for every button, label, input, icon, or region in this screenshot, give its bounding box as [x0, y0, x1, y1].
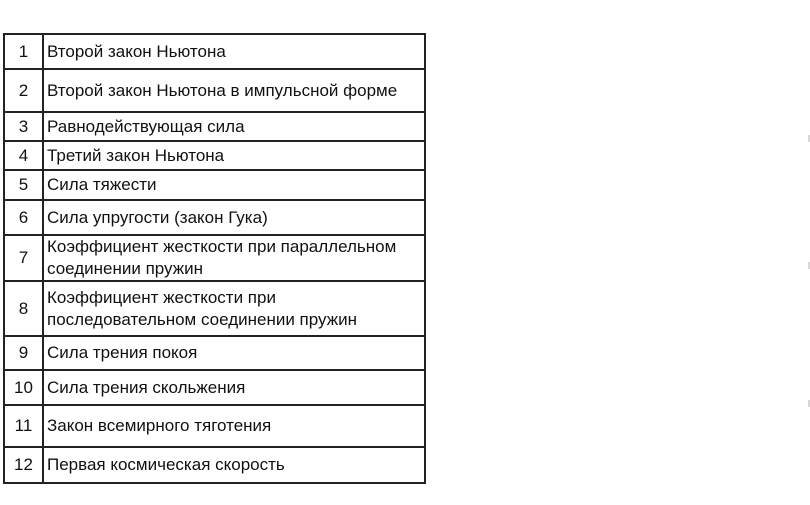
row-title: Сила трения скольжения	[43, 370, 425, 405]
formulas-table	[3, 33, 426, 484]
row-title: Третий закон Ньютона	[43, 141, 425, 170]
row-number: 9	[4, 336, 43, 370]
row-number: 7	[4, 235, 43, 281]
row-title: Коэффициент жесткости при последовательном соединении пружин	[43, 281, 425, 336]
row-number: 11	[4, 405, 43, 447]
row-title: Первая космическая скорость	[43, 447, 425, 483]
row-number: 4	[4, 141, 43, 170]
row-number: 6	[4, 200, 43, 235]
table-row	[4, 200, 425, 235]
table-row	[4, 170, 425, 200]
row-number: 12	[4, 447, 43, 483]
table-row	[4, 447, 425, 483]
table-row	[4, 405, 425, 447]
row-title: Коэффициент жесткости при параллельном соединении пружин	[43, 235, 425, 281]
table-row	[4, 235, 425, 281]
table-row	[4, 34, 425, 69]
table-row	[4, 112, 425, 141]
row-number: 5	[4, 170, 43, 200]
row-title: Второй закон Ньютона	[43, 34, 425, 69]
row-title: Сила тяжести	[43, 170, 425, 200]
row-number: 2	[4, 69, 43, 112]
row-title: Второй закон Ньютона в импульсной форме	[43, 69, 425, 112]
row-number: 1	[4, 34, 43, 69]
row-title: Закон всемирного тяготения	[43, 405, 425, 447]
row-title: Равнодействующая сила	[43, 112, 425, 141]
table-row	[4, 141, 425, 170]
table-row	[4, 281, 425, 336]
row-number: 8	[4, 281, 43, 336]
table-row	[4, 69, 425, 112]
table-row	[4, 336, 425, 370]
row-number: 10	[4, 370, 43, 405]
row-number: 3	[4, 112, 43, 141]
row-title: Сила трения покоя	[43, 336, 425, 370]
table-row	[4, 370, 425, 405]
row-title: Сила упругости (закон Гука)	[43, 200, 425, 235]
